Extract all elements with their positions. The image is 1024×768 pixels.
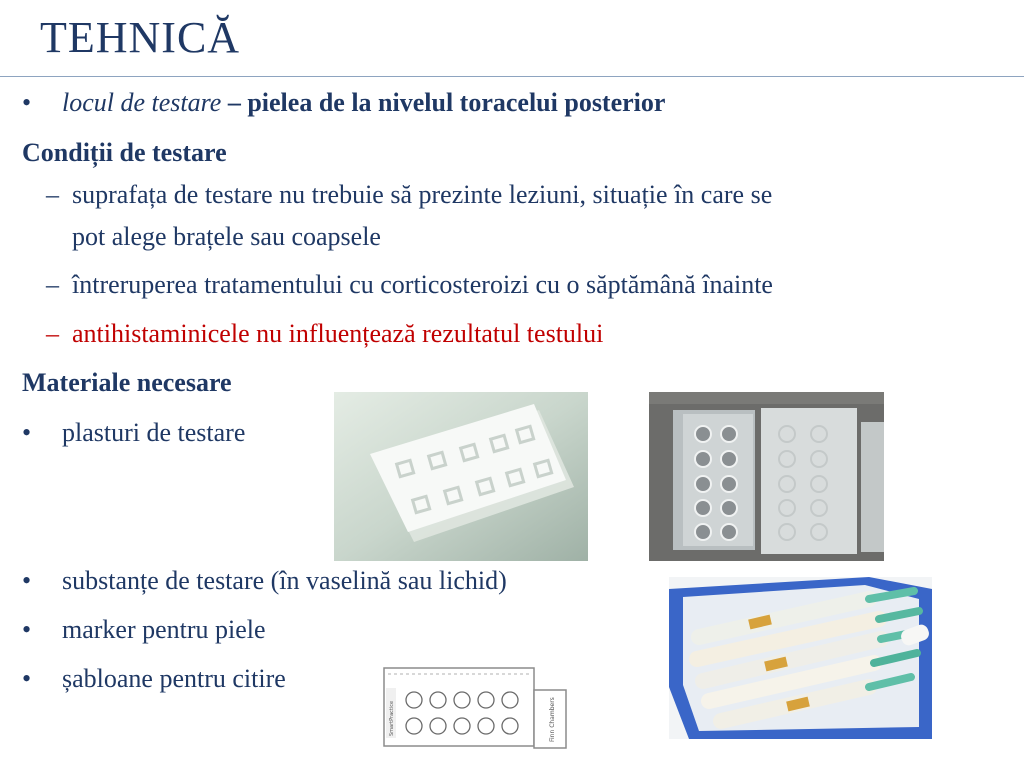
condition-item-1-line2: pot alege brațele sau coapsele: [72, 222, 381, 251]
condition-item-1: [46, 180, 772, 210]
material-item-4: [22, 664, 286, 694]
test-site-bullet-item: [22, 88, 665, 118]
material-item-4-text: șabloane pentru citire: [62, 664, 286, 693]
condition-item-2-text: întreruperea tratamentului cu corticosteroizi cu o săptămână înainte: [72, 270, 773, 299]
condition-item-3: [46, 319, 603, 349]
bullet-glyph: •: [22, 664, 32, 693]
condition-item-1-line1: suprafața de testare nu trebuie să prezinte leziuni, situație în care se: [72, 180, 773, 209]
bullet-glyph: •: [22, 88, 32, 117]
test-site-separator: –: [221, 88, 248, 117]
dash-glyph: –: [46, 319, 59, 348]
condition-item-2: [46, 270, 773, 300]
conditions-heading: Condiții de testare: [22, 138, 227, 167]
bullet-glyph: •: [22, 418, 32, 447]
bullet-glyph: •: [22, 566, 32, 595]
test-site-value: pielea de la nivelul toracelui posterior: [247, 88, 666, 117]
patch-test-chambers-photo: [649, 392, 884, 561]
dash-glyph: –: [46, 270, 59, 299]
bullet-glyph: •: [22, 615, 32, 644]
patch-test-plaster-photo: [334, 392, 588, 561]
template-brand-text: SmartPractice: [389, 700, 395, 736]
template-side-text: Finn Chambers: [549, 697, 556, 742]
slide-title: TEHNICĂ: [40, 13, 241, 62]
material-item-1-text: plasturi de testare: [62, 418, 246, 447]
reading-template-photo: [380, 664, 576, 750]
condition-item-3-text: antihistaminicele nu influențează rezultatul testului: [72, 319, 604, 348]
material-item-2-text: substanțe de testare (în vaselină sau lichid): [62, 566, 507, 595]
material-item-1: [22, 418, 245, 448]
material-item-2: [22, 566, 507, 596]
materials-heading: Materiale necesare: [22, 368, 232, 397]
material-item-3: [22, 615, 266, 645]
test-site-label: locul de testare: [62, 88, 222, 117]
title-divider: [0, 76, 1024, 77]
dash-glyph: –: [46, 180, 59, 209]
test-substances-syringes-photo: [669, 577, 932, 739]
material-item-3-text: marker pentru piele: [62, 615, 266, 644]
